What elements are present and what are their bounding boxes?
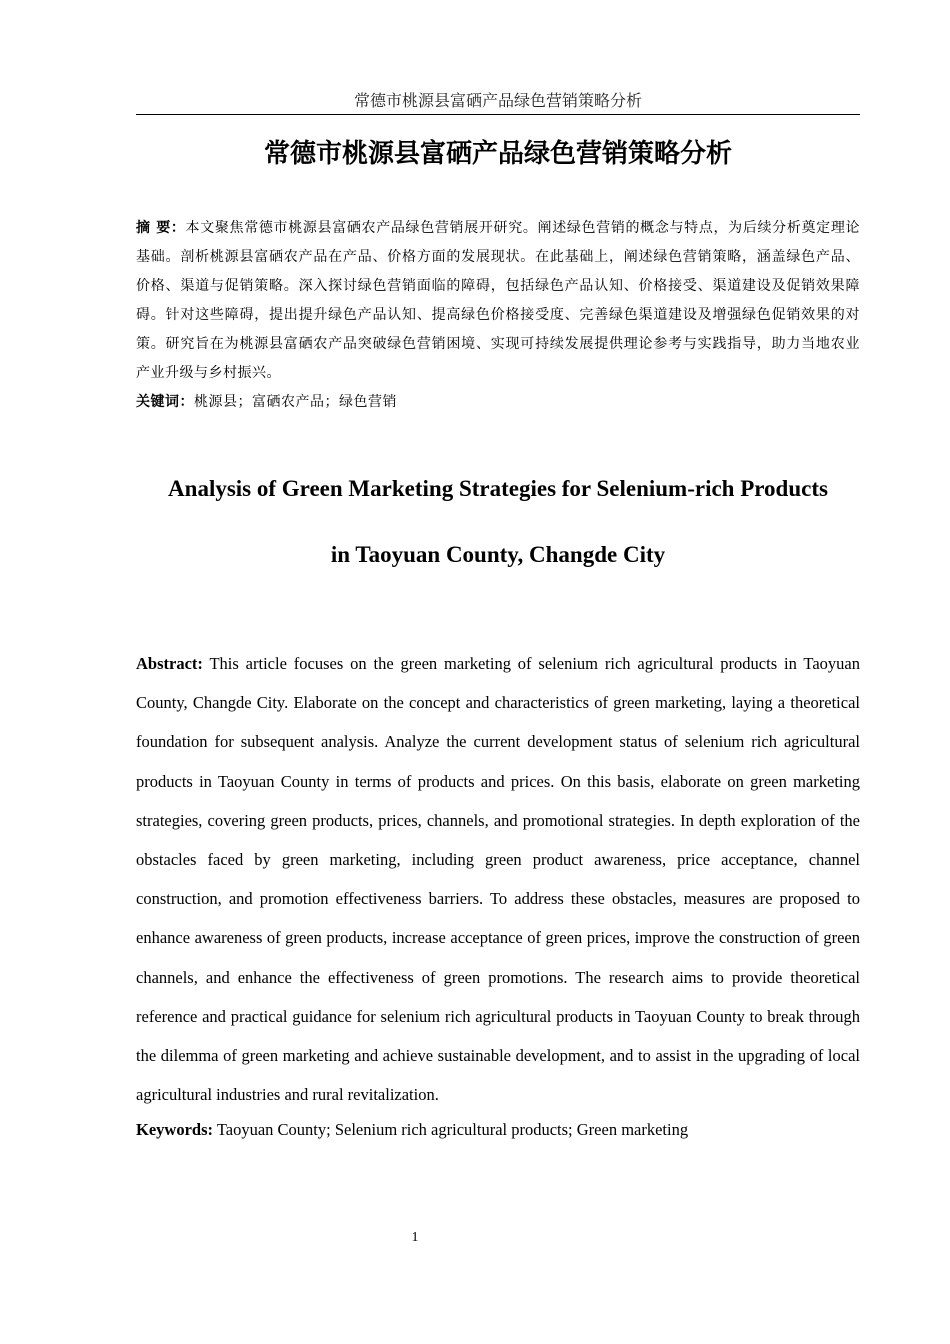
chinese-abstract bbox=[136, 214, 860, 388]
chinese-title: 常德市桃源县富硒产品绿色营销策略分析 bbox=[263, 139, 732, 169]
english-abstract-text: This article focuses on the green marketing of selenium rich agricultural products in Taoyuan County, Changde City. Elaborate on the concept and characteristics of green marketing, laying a theoretical foundation for subsequent analysis. Analyze the current development status of selenium rich agricultural products in Taoyuan County in terms of products and prices. On this basis, elaborate on green marketing strategies, covering green products, prices, channels, and promotional strategies. In depth exploration of the obstacles faced by green marketing, including green product awareness, price acceptance, channel construction, and promotion effectiveness barriers. To address these obstacles, measures are proposed to enhance awareness of green products, increase acceptance of green prices, improve the construction of green channels, and enhance the effectiveness of green promotions. The research aims to provide theoretical reference and practical guidance for selenium rich agricultural products in Taoyuan County to break through the dilemma of green marketing and achieve sustainable development, and to assist in the upgrading of local agricultural industries and rural revitalization. bbox=[136, 654, 860, 1105]
chinese-abstract-text: 本文聚焦常德市桃源县富硒农产品绿色营销展开研究。阐述绿色营销的概念与特点，为后续分析奠定理论基础。剖析桃源县富硒农产品在产品、价格方面的发展现状。在此基础上，阐述绿色营销策略，涵盖绿色产品、价格、渠道与促销策略。深入探讨绿色营销面临的障碍，包括绿色产品认知、价格接受、渠道建设及促销效果障碍。针对这些障碍，提出提升绿色产品认知、提高绿色价格接受度、完善绿色渠道建设及增强绿色促销效果的对策。研究旨在为桃源县富硒农产品突破绿色营销困境、实现可持续发展提供理论参考与实践指导，助力当地农业产业升级与乡村振兴。 bbox=[136, 220, 861, 381]
chinese-keywords-label: 关键词： bbox=[136, 394, 194, 410]
page-number: 1 bbox=[411, 1230, 419, 1245]
running-header: 常德市桃源县富硒产品绿色营销策略分析 bbox=[136, 90, 860, 115]
english-title-line-1: Analysis of Green Marketing Strategies for Selenium-rich Products bbox=[168, 476, 828, 501]
english-title bbox=[136, 456, 860, 588]
english-title-line-2: in Taoyuan County, Changde City bbox=[330, 542, 666, 567]
english-abstract-label: Abstract: bbox=[136, 654, 203, 673]
english-abstract bbox=[136, 644, 860, 1114]
english-keywords-text: Taoyuan County; Selenium rich agricultural products; Green marketing bbox=[213, 1120, 689, 1139]
chinese-keywords-text: 桃源县；富硒农产品；绿色营销 bbox=[194, 394, 397, 410]
chinese-abstract-label: 摘 要： bbox=[136, 220, 186, 236]
english-keywords-label: Keywords: bbox=[136, 1120, 213, 1139]
chinese-keywords bbox=[136, 388, 860, 417]
english-keywords bbox=[136, 1116, 860, 1144]
